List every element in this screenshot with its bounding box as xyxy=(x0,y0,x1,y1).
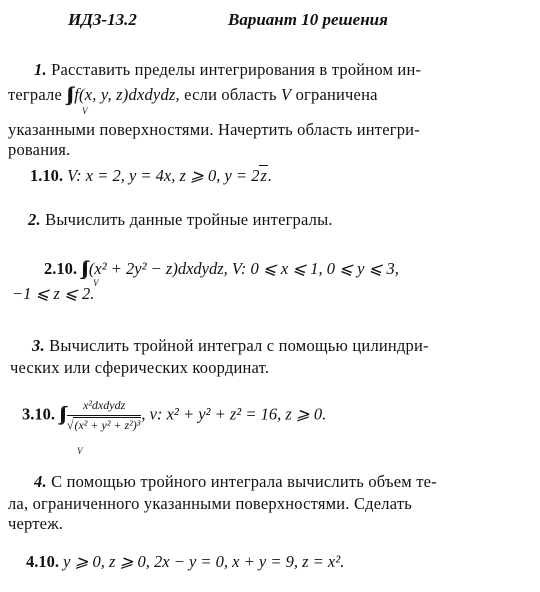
task1-text-pre: теграле xyxy=(8,85,62,104)
task2-line1 xyxy=(28,210,333,230)
task3-number: 3. xyxy=(32,336,45,355)
task1-text-post: если область xyxy=(184,85,277,104)
header-code: ИДЗ-13.2 xyxy=(68,10,137,29)
task1-item-number: 1.10. xyxy=(30,166,63,185)
task3-denominator: √(x² + y² + z²)³ xyxy=(66,418,141,432)
task3-line1 xyxy=(32,336,429,356)
task2-item-number: 2.10. xyxy=(44,259,77,278)
task1-item-end: . xyxy=(267,166,272,185)
task1-text-line1: Расставить пределы интегрирования в тройном ин- xyxy=(51,60,422,79)
task3-item-number: 3.10. xyxy=(22,404,55,424)
task2-item-line2: −1 ⩽ z ⩽ 2. xyxy=(12,284,95,303)
task1-sqrt-arg: z xyxy=(260,166,267,185)
task3-text-line1: Вычислить тройной интеграл с помощью цилиндри- xyxy=(49,336,429,355)
task4-number: 4. xyxy=(34,472,47,491)
task2-item-text: (x² + 2y² − z)dxdydz, V: 0 ⩽ x ⩽ 1, 0 ⩽ y ⩽ 3, xyxy=(88,259,399,278)
triple-integral-sign: ∫∫∫ xyxy=(66,84,70,105)
task2-number: 2. xyxy=(28,210,41,229)
task2-integral-sub: V xyxy=(93,278,99,288)
task1-number: 1. xyxy=(34,60,47,79)
task3-numerator: x²dxdydz xyxy=(67,398,142,416)
task1-line4: рования. xyxy=(8,140,71,159)
task1-line2 xyxy=(8,84,378,106)
task3-line2: ческих или сферических координат. xyxy=(10,358,270,377)
task1-integrand: f(x, y, z)dxdydz, xyxy=(74,85,180,104)
task4-line1 xyxy=(34,472,437,492)
task1-region-var: V xyxy=(281,85,292,104)
task4-item xyxy=(26,552,344,572)
task4-line2: ла, ограниченного указанными поверхностями. Сделать xyxy=(8,494,412,513)
task1-line3: указанными поверхностями. Начертить область интегри- xyxy=(8,120,420,139)
task3-item-rest: , v: x² + y² + z² = 16, z ⩾ 0. xyxy=(141,404,327,424)
triple-integral-sign: ∫∫∫ xyxy=(81,258,85,279)
task1-item-text: V: x = 2, y = 4x, z ⩾ 0, y = 2 xyxy=(67,166,260,185)
task1-integral-sub: V xyxy=(82,106,88,116)
task3-fraction xyxy=(67,398,142,433)
task2-text: Вычислить данные тройные интегралы. xyxy=(45,210,333,229)
task4-item-text: y ⩾ 0, z ⩾ 0, 2x − y = 0, x + y = 9, z = x². xyxy=(63,552,345,571)
task1-text-end: ограничена xyxy=(295,85,378,104)
task1-item xyxy=(30,166,272,186)
task3-integral-sub: V xyxy=(77,446,83,456)
task3-denominator-radicand: (x² + y² + z²)³ xyxy=(74,418,141,432)
triple-integral-sign: ∫∫∫ xyxy=(59,403,63,425)
task1-line1 xyxy=(34,60,421,80)
task3-item xyxy=(22,398,326,433)
task2-item xyxy=(44,258,399,280)
task4-line3: чертеж. xyxy=(8,514,64,533)
task4-item-number: 4.10. xyxy=(26,552,59,571)
header-variant: Вариант 10 решения xyxy=(228,10,388,29)
task4-text-line1: С помощью тройного интеграла вычислить объем те- xyxy=(51,472,437,491)
